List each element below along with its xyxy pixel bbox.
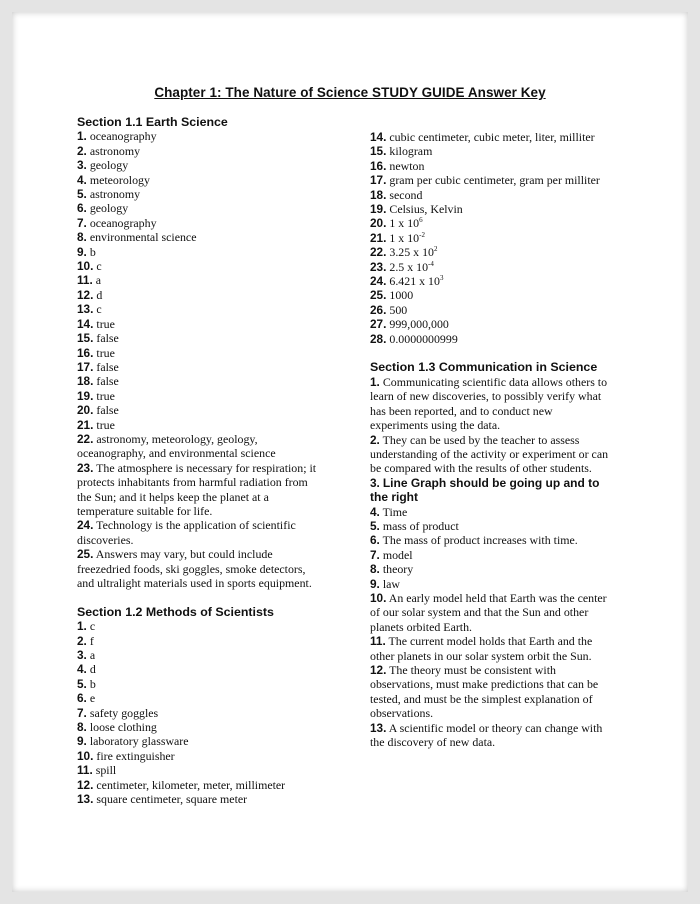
answer-number: 16.: [77, 345, 94, 360]
answer-number: 2.: [370, 432, 380, 447]
answer-text: Answers may vary, but could include: [95, 547, 273, 562]
answer-number: 15.: [77, 331, 94, 346]
answer-number: 7.: [77, 215, 87, 230]
answer-item: [370, 548, 632, 562]
answer-text: has been reported, and to conduct new: [370, 403, 553, 418]
answer-text: fire extinguisher: [96, 748, 175, 763]
answer-item: [77, 187, 352, 201]
answer-item: [77, 648, 352, 662]
answer-number: 4.: [77, 662, 87, 677]
answer-text: f: [89, 633, 94, 648]
answer-number: 22.: [77, 431, 94, 446]
answer-item: [77, 216, 352, 230]
answer-text: The theory must be consistent with: [389, 663, 556, 678]
answer-number: 8.: [77, 230, 87, 245]
answer-text: square centimeter, square meter: [96, 792, 248, 807]
answer-text: the Sun; and it helps keep the planet at a: [77, 489, 269, 504]
answer-number: 15.: [370, 144, 387, 159]
answer-text: Celsius, Kelvin: [389, 202, 463, 217]
answer-text: They can be used by the teacher to assess: [382, 432, 580, 447]
exponent: 3: [439, 274, 444, 283]
answer-item: [77, 129, 352, 143]
answer-number: 18.: [370, 187, 387, 202]
answer-item: [77, 346, 352, 360]
answer-item: [77, 302, 352, 316]
answer-item: [370, 519, 632, 533]
answer-number: 21.: [77, 417, 94, 432]
answer-number: 13.: [370, 720, 387, 735]
answer-item: [370, 173, 632, 187]
answer-item: [77, 158, 352, 172]
answer-text: true: [96, 388, 115, 403]
answer-number: 19.: [77, 388, 94, 403]
answer-item: [77, 706, 352, 720]
answer-number: 12.: [77, 287, 94, 302]
answer-item: [77, 144, 352, 158]
answer-number: 14.: [370, 130, 387, 144]
answer-number: 22.: [370, 245, 387, 260]
section-heading-1-1: Section 1.1 Earth Science: [77, 115, 228, 129]
answer-text: 1000: [389, 288, 414, 303]
answer-item: [370, 130, 632, 144]
answer-number: 27.: [370, 317, 387, 332]
answer-text: 999,000,000: [389, 317, 449, 332]
answer-text: laboratory glassware: [89, 734, 189, 749]
page-title: Chapter 1: The Nature of Science STUDY GUIDE Answer Key: [154, 85, 546, 100]
answer-item: [77, 259, 352, 273]
answer-item: [77, 403, 352, 417]
answer-text: d: [89, 662, 96, 677]
answer-item: [77, 201, 352, 215]
answer-text: experiments using the data.: [370, 418, 501, 433]
answer-text: law: [382, 576, 400, 591]
answer-item: [370, 577, 632, 591]
answer-text: false: [96, 359, 119, 374]
answer-number: 18.: [77, 374, 94, 389]
answer-text: second: [389, 187, 423, 202]
answer-number: 20.: [77, 403, 94, 418]
answer-text: c: [96, 259, 102, 274]
answer-number: 6.: [77, 201, 87, 216]
answer-item: [370, 591, 632, 634]
answer-text: The current model holds that Earth and the: [388, 634, 593, 649]
answer-text: model: [382, 547, 413, 562]
answer-number: 2.: [77, 633, 87, 648]
answer-number: 20.: [370, 216, 387, 231]
answer-number: 11.: [77, 273, 93, 288]
answer-item: [370, 634, 632, 663]
answer-text: gram per cubic centimeter, gram per milliter: [389, 173, 600, 188]
answer-number: 6.: [77, 691, 87, 706]
answer-text: 500: [389, 302, 408, 317]
answer-text: a: [95, 273, 102, 288]
answer-number: 17.: [370, 173, 387, 188]
answer-text: 6.421 x 10: [389, 274, 440, 289]
answer-text: learn of new discoveries, to possibly verify what: [370, 389, 602, 404]
answer-item: [77, 331, 352, 345]
answer-item: [370, 505, 632, 519]
answer-number: 16.: [370, 158, 387, 173]
answer-text: The atmosphere is necessary for respiration; it: [96, 460, 317, 475]
answer-item: [77, 389, 352, 403]
answer-text: e: [89, 691, 96, 706]
answer-number: 1.: [77, 619, 87, 634]
answer-text: b: [89, 676, 96, 691]
answer-number: 7.: [370, 547, 380, 562]
answer-number: 1.: [77, 129, 87, 144]
answer-item: [77, 245, 352, 259]
answer-number: 25.: [77, 547, 94, 562]
answer-number: 23.: [77, 460, 94, 475]
answer-item: [370, 159, 632, 173]
answer-item: [370, 231, 632, 245]
answer-number: 23.: [370, 259, 387, 274]
answer-item: [77, 634, 352, 648]
answer-text: astronomy: [89, 143, 141, 158]
answer-item: [370, 245, 632, 259]
answer-number: 24.: [77, 518, 94, 533]
answer-number: 14.: [77, 316, 94, 331]
answer-text: cubic centimeter, cubic meter, liter, milliter: [389, 130, 595, 144]
answer-item: [77, 749, 352, 763]
answer-item: [370, 562, 632, 576]
answer-item: [77, 461, 352, 519]
answer-item: [77, 720, 352, 734]
answer-text: newton: [389, 158, 425, 173]
answer-text: Technology is the application of scientific: [96, 518, 296, 533]
answer-item: [77, 662, 352, 676]
answer-number: 13.: [77, 792, 94, 807]
answer-text: An early model held that Earth was the center: [388, 590, 607, 605]
answer-text: geology: [89, 158, 129, 173]
answer-text: c: [96, 302, 102, 317]
answer-text: protects inhabitants from harmful radiation from: [77, 475, 308, 490]
answer-number: 7.: [77, 705, 87, 720]
answer-text: planets orbited Earth.: [370, 619, 473, 634]
answer-item: [370, 433, 632, 476]
answer-number: 12.: [370, 663, 387, 678]
answer-text: spill: [95, 763, 117, 778]
right-column: [370, 130, 632, 749]
answer-item: [77, 317, 352, 331]
answer-number: 17.: [77, 359, 94, 374]
answer-text: loose clothing: [89, 720, 157, 735]
answer-text: of our solar system and that the Sun and other: [370, 605, 589, 620]
answer-text: false: [96, 331, 119, 346]
answer-number: 21.: [370, 230, 387, 245]
answer-number: 10.: [370, 590, 387, 605]
answer-item: [77, 418, 352, 432]
answer-text: observations, must make predictions that can be: [370, 677, 599, 692]
answer-item: [77, 547, 352, 590]
answer-text: the right: [370, 490, 418, 505]
answer-number: 25.: [370, 288, 387, 303]
answer-number: 11.: [370, 634, 386, 649]
answer-item: [370, 663, 632, 721]
answer-text: true: [96, 345, 115, 360]
answer-item: [370, 476, 632, 505]
section-1-1-list: [77, 129, 352, 590]
answer-item: [370, 332, 632, 346]
section-heading-1-2: Section 1.2 Methods of Scientists: [77, 604, 274, 619]
answer-item: [370, 216, 632, 230]
answer-number: 19.: [370, 202, 387, 217]
answer-item: [370, 144, 632, 158]
answer-text: temperature suitable for life.: [77, 503, 213, 518]
answer-number: 8.: [370, 562, 380, 577]
answer-item: [77, 619, 352, 633]
answer-text: b: [89, 244, 96, 259]
answer-text: 1 x 10: [389, 230, 420, 245]
answer-item: [370, 533, 632, 547]
answer-text: Line Graph should be going up and to: [382, 475, 600, 490]
answer-text: oceanography, and environmental science: [77, 446, 276, 461]
answer-item: [77, 288, 352, 302]
answer-text: The mass of product increases with time.: [382, 533, 578, 548]
answer-item: [77, 173, 352, 187]
answer-text: Communicating scientific data allows others to: [382, 374, 608, 389]
answer-text: astronomy, meteorology, geology,: [96, 431, 258, 446]
answer-text: astronomy: [89, 187, 141, 202]
answer-text: 0.0000000999: [389, 331, 458, 346]
answer-number: 13.: [77, 302, 94, 317]
answer-text: kilogram: [389, 144, 433, 159]
section-1-2-list-b: [370, 130, 632, 346]
answer-text: false: [96, 403, 119, 418]
answer-text: safety goggles: [89, 705, 159, 720]
answer-item: [77, 518, 352, 547]
exponent: 6: [419, 216, 423, 225]
answer-text: tested, and must be the simplest explanation of: [370, 691, 593, 706]
answer-item: [370, 317, 632, 331]
answer-text: discoveries.: [77, 532, 134, 547]
answer-number: 10.: [77, 259, 94, 274]
answer-text: understanding of the activity or experiment or can: [370, 446, 609, 461]
answer-text: centimeter, kilometer, meter, millimeter: [96, 777, 286, 792]
answer-item: [77, 273, 352, 287]
answer-item: [77, 677, 352, 691]
answer-text: the discovery of new data.: [370, 735, 496, 750]
answer-text: observations.: [370, 706, 434, 721]
answer-text: oceanography: [89, 129, 157, 144]
answer-text: environmental science: [89, 230, 197, 245]
answer-number: 5.: [77, 676, 87, 691]
exponent: -2: [419, 230, 425, 239]
answer-text: c: [89, 619, 96, 634]
answer-text: theory: [382, 562, 414, 577]
answer-item: [77, 230, 352, 244]
answer-item: [370, 188, 632, 202]
answer-text: freezedried foods, ski goggles, smoke detectors,: [77, 561, 306, 576]
answer-item: [77, 691, 352, 705]
answer-item: [77, 778, 352, 792]
answer-number: 9.: [77, 244, 87, 259]
answer-item: [370, 375, 632, 433]
answer-text: oceanography: [89, 215, 157, 230]
answer-number: 10.: [77, 748, 94, 763]
answer-text: meteorology: [89, 172, 150, 187]
answer-number: 3.: [77, 158, 87, 173]
answer-text: Time: [382, 504, 408, 519]
answer-text: other planets in our solar system orbit the Sun.: [370, 648, 592, 663]
answer-item: [77, 792, 352, 806]
answer-number: 4.: [77, 172, 87, 187]
answer-item: [77, 432, 352, 461]
answer-item: [77, 763, 352, 777]
answer-item: [370, 202, 632, 216]
exponent: 2: [433, 245, 438, 254]
answer-text: true: [96, 316, 115, 331]
answer-text: a: [89, 648, 96, 663]
answer-number: 3.: [370, 475, 380, 490]
answer-item: [370, 303, 632, 317]
answer-item: [77, 360, 352, 374]
answer-number: 28.: [370, 331, 387, 346]
answer-text: and ultralight materials used in sports equipment.: [77, 576, 312, 590]
answer-item: [370, 288, 632, 302]
section-heading-1-3: Section 1.3 Communication in Science: [370, 360, 598, 375]
answer-item: [370, 260, 632, 274]
answer-number: 9.: [370, 576, 380, 591]
answer-number: 24.: [370, 274, 387, 289]
answer-number: 11.: [77, 763, 93, 778]
answer-number: 5.: [370, 518, 380, 533]
answer-number: 1.: [370, 374, 380, 389]
answer-number: 12.: [77, 777, 94, 792]
answer-item: [370, 274, 632, 288]
answer-number: 6.: [370, 533, 380, 548]
answer-number: 2.: [77, 143, 87, 158]
answer-text: geology: [89, 201, 129, 216]
answer-item: [77, 374, 352, 388]
answer-text: true: [96, 417, 115, 432]
answer-number: 4.: [370, 504, 380, 519]
answer-item: [77, 734, 352, 748]
answer-number: 3.: [77, 648, 87, 663]
answer-text: 1 x 10: [389, 216, 420, 231]
exponent: -4: [428, 259, 434, 268]
answer-text: be compared with the results of other students.: [370, 461, 592, 476]
answer-number: 5.: [77, 187, 87, 202]
section-1-2-list-a: [77, 619, 352, 806]
answer-number: 9.: [77, 734, 87, 749]
answer-number: 8.: [77, 720, 87, 735]
answer-number: 26.: [370, 302, 387, 317]
answer-text: A scientific model or theory can change with: [388, 720, 603, 735]
answer-text: d: [96, 287, 103, 302]
answer-text: mass of product: [382, 518, 459, 533]
left-column: [77, 115, 352, 806]
answer-text: 3.25 x 10: [389, 245, 434, 260]
section-1-3-list: [370, 375, 632, 750]
answer-text: false: [96, 374, 119, 389]
answer-item: [370, 721, 632, 750]
answer-text: 2.5 x 10: [389, 259, 429, 274]
